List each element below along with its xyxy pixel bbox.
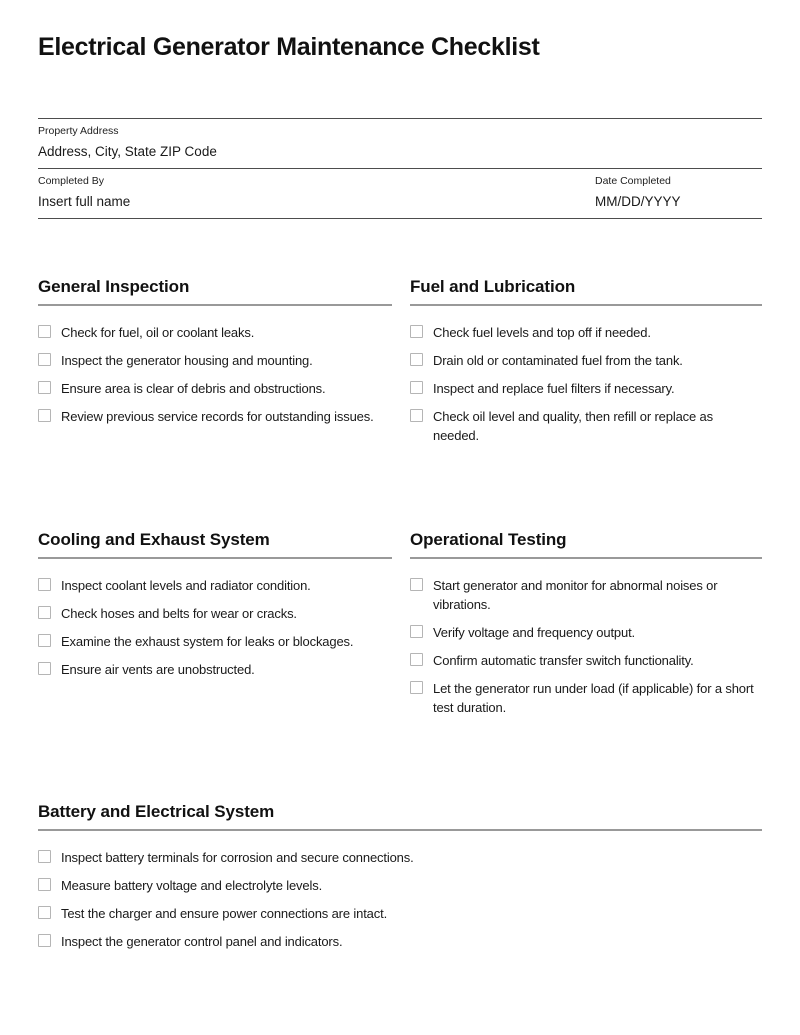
checklist-item xyxy=(410,651,762,670)
checkbox[interactable] xyxy=(38,850,51,863)
checkbox[interactable] xyxy=(38,409,51,422)
checklist-item-label: Test the charger and ensure power connections are intact. xyxy=(61,906,388,921)
checklist-item xyxy=(410,679,762,717)
section-title: Fuel and Lubrication xyxy=(410,277,576,296)
checklist-item xyxy=(38,848,762,867)
checklist-item xyxy=(38,379,392,398)
section-divider xyxy=(410,304,762,306)
checklist-item-label: Check hoses and belts for wear or cracks. xyxy=(61,606,297,621)
checklist-item-label: Examine the exhaust system for leaks or blockages. xyxy=(61,634,354,649)
checklist-sections xyxy=(38,276,762,726)
checklist-item xyxy=(38,876,762,895)
checkbox[interactable] xyxy=(38,325,51,338)
checklist-item xyxy=(38,351,392,370)
checklist-item-label: Verify voltage and frequency output. xyxy=(433,625,636,640)
checklist-item-label: Inspect the generator housing and mounting. xyxy=(61,353,313,368)
checklist-item-label: Review previous service records for outstanding issues. xyxy=(61,409,374,424)
checklist-item-label: Confirm automatic transfer switch functionality. xyxy=(433,653,694,668)
section-divider xyxy=(38,557,392,559)
property-address-label: Property Address xyxy=(38,125,119,137)
completed-by-field xyxy=(38,175,595,210)
checklist-item xyxy=(38,323,392,342)
checkbox[interactable] xyxy=(38,878,51,891)
checklist-item xyxy=(410,351,762,370)
checkbox[interactable] xyxy=(410,325,423,338)
date-completed-field xyxy=(595,175,762,210)
checklist-item-label: Drain old or contaminated fuel from the tank. xyxy=(433,353,683,368)
checkbox[interactable] xyxy=(38,906,51,919)
date-completed-value[interactable]: MM/DD/YYYY xyxy=(595,194,681,209)
checklist-item-label: Measure battery voltage and electrolyte levels. xyxy=(61,878,323,893)
property-address-row xyxy=(38,119,762,169)
checklist-item-label: Ensure area is clear of debris and obstructions. xyxy=(61,381,326,396)
property-address-value[interactable]: Address, City, State ZIP Code xyxy=(38,144,217,159)
section-battery-and-electrical xyxy=(38,801,762,951)
checklist-items xyxy=(410,576,762,717)
checkbox[interactable] xyxy=(38,606,51,619)
checklist-item xyxy=(410,576,762,614)
checklist-item-label: Check fuel levels and top off if needed. xyxy=(433,325,651,340)
section-cooling-and-exhaust xyxy=(38,529,392,726)
checklist-items xyxy=(410,323,762,445)
section-divider xyxy=(38,304,392,306)
checkbox[interactable] xyxy=(38,934,51,947)
section-general-inspection xyxy=(38,276,392,454)
checklist-item-label: Start generator and monitor for abnormal noises or vibrations. xyxy=(433,578,718,612)
checklist-items xyxy=(38,848,762,951)
checkbox[interactable] xyxy=(38,662,51,675)
section-operational-testing xyxy=(410,529,762,726)
checklist-item xyxy=(38,632,392,651)
checkbox[interactable] xyxy=(38,578,51,591)
section-divider xyxy=(410,557,762,559)
checklist-item xyxy=(410,407,762,445)
checklist-item xyxy=(410,323,762,342)
checkbox[interactable] xyxy=(38,381,51,394)
checklist-item-label: Inspect coolant levels and radiator condition. xyxy=(61,578,311,593)
checklist-item-label: Inspect and replace fuel filters if necessary. xyxy=(433,381,675,396)
checkbox[interactable] xyxy=(410,625,423,638)
checklist-item-label: Inspect battery terminals for corrosion and secure connections. xyxy=(61,850,414,865)
checklist-item xyxy=(38,904,762,923)
checkbox[interactable] xyxy=(410,578,423,591)
header-form xyxy=(38,118,762,219)
checklist-item xyxy=(38,576,392,595)
checkbox[interactable] xyxy=(410,353,423,366)
section-fuel-and-lubrication xyxy=(410,276,762,454)
checklist-item xyxy=(38,604,392,623)
section-title: Cooling and Exhaust System xyxy=(38,530,270,549)
checkbox[interactable] xyxy=(410,681,423,694)
checklist-item xyxy=(410,379,762,398)
checklist-item xyxy=(38,932,762,951)
section-title: General Inspection xyxy=(38,277,190,296)
checkbox[interactable] xyxy=(38,634,51,647)
date-completed-label: Date Completed xyxy=(595,175,671,187)
checklist-item-label: Inspect the generator control panel and indicators. xyxy=(61,934,343,949)
checkbox[interactable] xyxy=(410,653,423,666)
page-title: Electrical Generator Maintenance Checklist xyxy=(38,33,540,61)
checklist-item-label: Check for fuel, oil or coolant leaks. xyxy=(61,325,255,340)
checklist-item xyxy=(38,660,392,679)
checklist-items xyxy=(38,576,392,679)
checklist-items xyxy=(38,323,392,426)
checklist-item xyxy=(410,623,762,642)
checklist-item-label: Ensure air vents are unobstructed. xyxy=(61,662,255,677)
section-divider xyxy=(38,829,762,831)
section-title: Operational Testing xyxy=(410,530,567,549)
checkbox[interactable] xyxy=(38,353,51,366)
completed-by-label: Completed By xyxy=(38,175,104,187)
checklist-item-label: Let the generator run under load (if applicable) for a short test duration. xyxy=(433,681,754,715)
completed-by-value[interactable]: Insert full name xyxy=(38,194,131,209)
checklist-item xyxy=(38,407,392,426)
section-title: Battery and Electrical System xyxy=(38,802,275,821)
completed-row xyxy=(38,169,762,219)
checkbox[interactable] xyxy=(410,409,423,422)
checkbox[interactable] xyxy=(410,381,423,394)
checklist-item-label: Check oil level and quality, then refill or replace as needed. xyxy=(433,409,713,443)
